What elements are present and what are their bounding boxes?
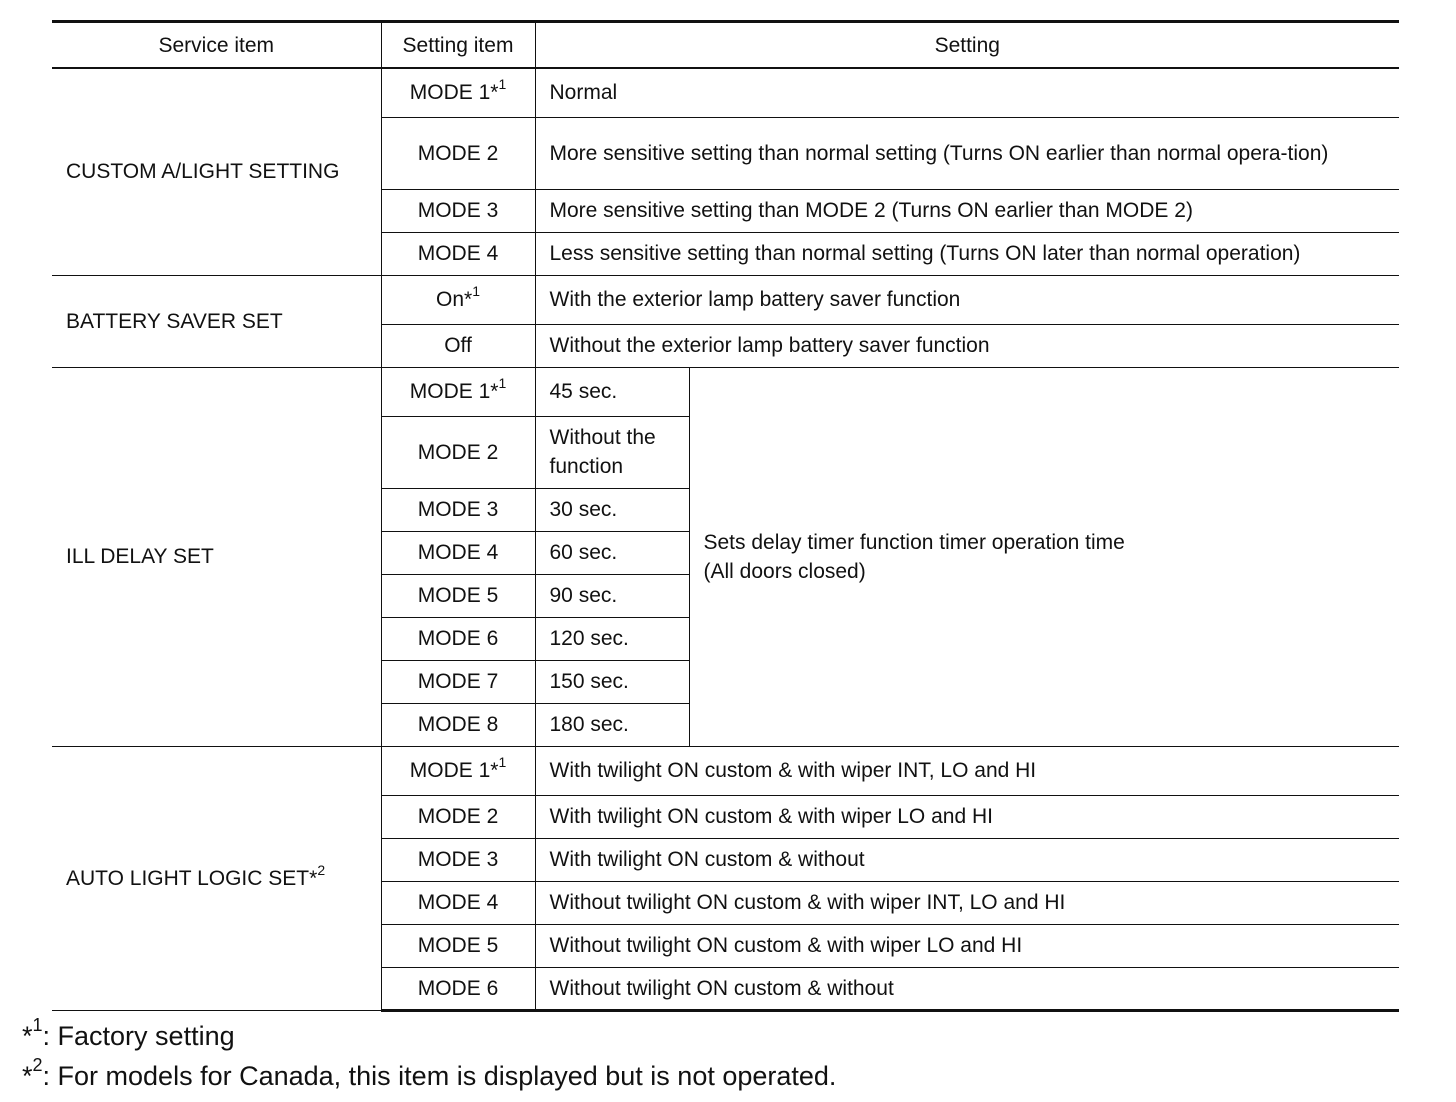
setting-item-cell: On*$^1$	[381, 275, 535, 324]
ill-delay-description-line1: Sets delay timer function timer operation time	[703, 530, 1125, 554]
setting-value-cell: 180 sec.	[535, 703, 689, 746]
setting-item-cell: MODE 3	[381, 488, 535, 531]
header-setting-item: Setting item	[381, 22, 535, 69]
setting-item-cell: MODE 1*$^1$	[381, 367, 535, 416]
setting-cell: More sensitive setting than normal setting (Turns ON earlier than normal opera-tion)	[535, 117, 1399, 189]
service-auto-light-logic: AUTO LIGHT LOGIC SET*$^2$	[52, 746, 381, 1010]
setting-item-cell: MODE 3	[381, 189, 535, 232]
setting-item-cell: MODE 5	[381, 924, 535, 967]
setting-value-cell: 150 sec.	[535, 660, 689, 703]
footnote-2: *$^2$: For models for Canada, this item is displayed but is not operated.	[22, 1055, 837, 1091]
service-settings-table	[52, 20, 1399, 1012]
service-ill-delay: ILL DELAY SET	[52, 367, 381, 746]
table-header-row	[52, 22, 1399, 69]
setting-cell: With the exterior lamp battery saver function	[535, 275, 1399, 324]
ill-delay-description-line2: (All doors closed)	[703, 559, 866, 583]
setting-item-cell: MODE 2	[381, 795, 535, 838]
ill-delay-description	[689, 367, 1399, 746]
setting-item-cell: MODE 4	[381, 531, 535, 574]
setting-value-cell: 90 sec.	[535, 574, 689, 617]
setting-item-cell: MODE 6	[381, 967, 535, 1010]
table-row	[52, 68, 1399, 117]
setting-item-cell: MODE 7	[381, 660, 535, 703]
setting-cell: Without twilight ON custom & without	[535, 967, 1399, 1010]
setting-cell: Less sensitive setting than normal setting (Turns ON later than normal operation)	[535, 232, 1399, 275]
setting-item-cell: MODE 3	[381, 838, 535, 881]
setting-cell: More sensitive setting than MODE 2 (Turns ON earlier than MODE 2)	[535, 189, 1399, 232]
setting-value-cell: Without the function	[535, 416, 689, 488]
header-service-item: Service item	[52, 22, 381, 69]
setting-item-cell: Off	[381, 324, 535, 367]
setting-item-cell: MODE 1*$^1$	[381, 746, 535, 795]
setting-item-cell: MODE 4	[381, 232, 535, 275]
table-row	[52, 275, 1399, 324]
setting-item-cell: MODE 6	[381, 617, 535, 660]
setting-item-cell: MODE 2	[381, 416, 535, 488]
service-custom-alight: CUSTOM A/LIGHT SETTING	[52, 68, 381, 275]
setting-value-cell: 30 sec.	[535, 488, 689, 531]
setting-cell: With twilight ON custom & with wiper INT, LO and HI	[535, 746, 1399, 795]
setting-item-cell: MODE 4	[381, 881, 535, 924]
setting-cell: With twilight ON custom & with wiper LO and HI	[535, 795, 1399, 838]
header-setting: Setting	[535, 22, 1399, 69]
footnote-1: *$^1$: Factory setting	[22, 1015, 235, 1051]
setting-item-cell: MODE 5	[381, 574, 535, 617]
setting-cell: Without twilight ON custom & with wiper LO and HI	[535, 924, 1399, 967]
setting-cell: With twilight ON custom & without	[535, 838, 1399, 881]
table-row	[52, 367, 1399, 416]
footnotes	[22, 1016, 836, 1096]
setting-cell: Without the exterior lamp battery saver function	[535, 324, 1399, 367]
setting-value-cell: 120 sec.	[535, 617, 689, 660]
service-battery-saver: BATTERY SAVER SET	[52, 275, 381, 367]
setting-item-cell: MODE 2	[381, 117, 535, 189]
table-row	[52, 746, 1399, 795]
setting-item-cell: MODE 1*$^1$	[381, 68, 535, 117]
setting-cell: Without twilight ON custom & with wiper INT, LO and HI	[535, 881, 1399, 924]
setting-value-cell: 60 sec.	[535, 531, 689, 574]
setting-value-cell: 45 sec.	[535, 367, 689, 416]
setting-item-cell: MODE 8	[381, 703, 535, 746]
setting-cell: Normal	[535, 68, 1399, 117]
